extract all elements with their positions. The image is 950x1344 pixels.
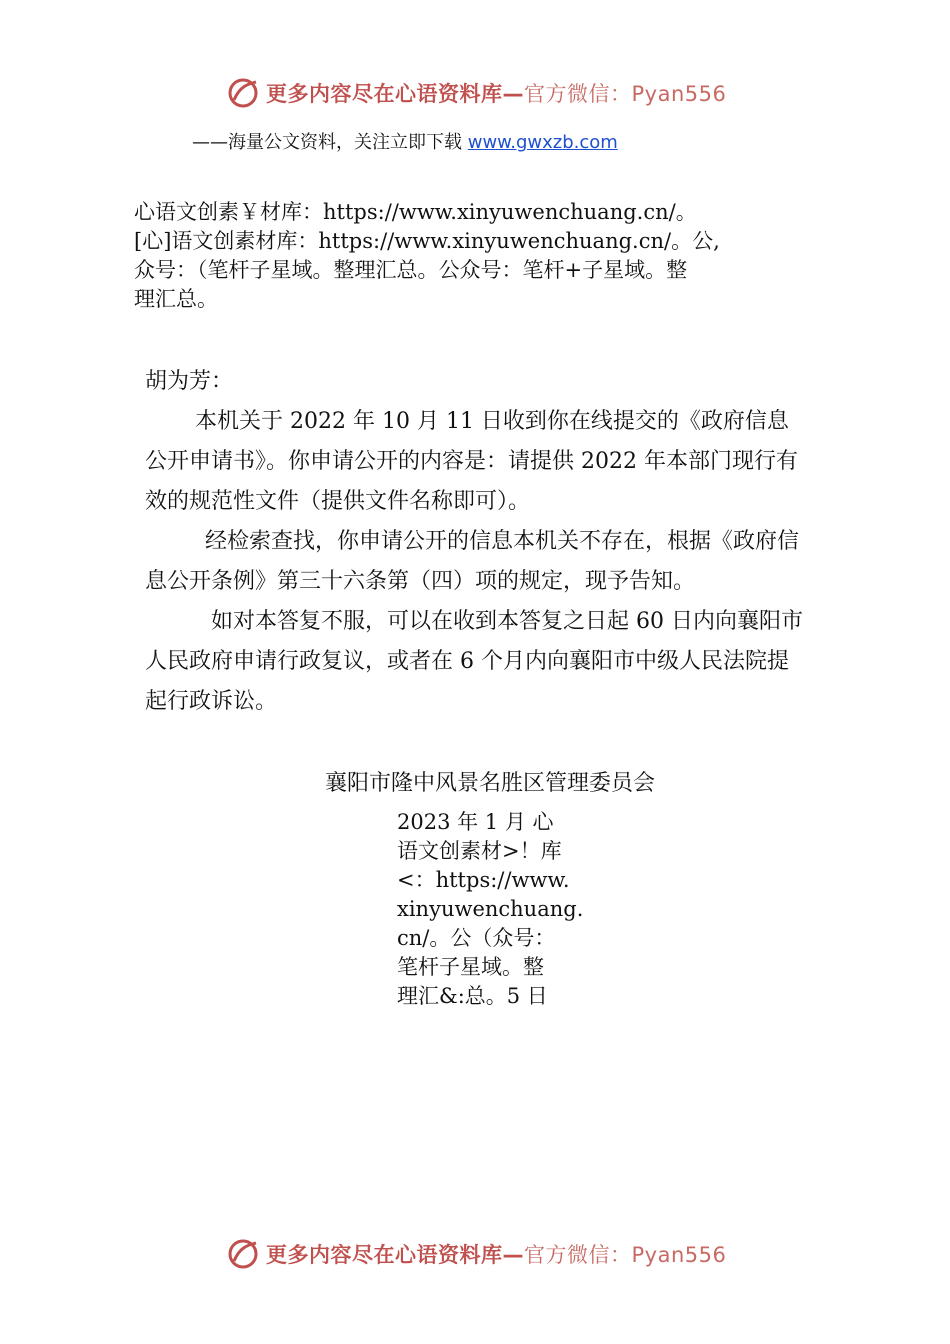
signature-organization: 襄阳市隆中风景名胜区管理委员会 — [325, 771, 656, 796]
date-line: 理汇&:总。5 日 — [397, 984, 548, 1008]
letter-paragraph: 本机关于 2022 年 10 月 11 日收到你在线提交的《政府信息公开申请书》。你申请公开的内容是：请提供 2022 年本部门现行有效的规范性文件（提供文件名称即可）。 — [145, 409, 798, 514]
watermark-line: 众号：（笔杆子星域。整理汇总。公众号：笔杆+子星域。整 — [134, 258, 688, 282]
letter-paragraph: 如对本答复不服，可以在收到本答复之日起 60 日内向襄阳市人民政府申请行政复议，或者在 6 个月内向襄阳市中级人民法院提起行政诉讼。 — [145, 609, 803, 714]
footer-banner-text — [266, 1239, 726, 1269]
watermark-line: 心语文创素￥材库：https://www.xinyuwenchuang.cn/。 — [134, 200, 697, 224]
subheader — [192, 128, 618, 154]
letter-paragraph: 经检索查找，你申请公开的信息本机关不存在，根据《政府信息公开条例》第三十六条第（四）项的规定，现予告知。 — [145, 529, 800, 594]
header-banner-text — [266, 78, 726, 108]
watermark-line: 理汇总。 — [134, 287, 218, 311]
date-line: <：https://www. — [397, 868, 570, 892]
date-line: xinyuwenchuang. — [397, 897, 584, 921]
brand-logo-icon — [226, 76, 260, 110]
header-banner-main: 更多内容尽在心语资料库— — [266, 82, 524, 106]
letter-greeting: 胡为芳： — [145, 369, 234, 394]
brand-logo-icon — [226, 1237, 260, 1271]
footer-banner — [226, 1234, 726, 1274]
site-link[interactable]: www.gwxzb.com — [467, 132, 618, 153]
date-line: 2023 年 1 月 心 — [397, 810, 554, 834]
header-banner-wechat: 官方微信：Pyan556 — [524, 82, 727, 106]
letter-body — [145, 362, 810, 722]
date-line: cn/。公（众号： — [397, 926, 556, 950]
date-line: 语文创素材>！库 — [397, 839, 562, 863]
subheader-text: ——海量公文资料，关注立即下载 — [192, 132, 468, 153]
date-line: 笔杆子星域。整 — [397, 955, 544, 979]
header-banner — [226, 73, 726, 113]
watermark-block — [134, 198, 814, 314]
footer-banner-main: 更多内容尽在心语资料库— — [266, 1243, 524, 1267]
date-block — [397, 808, 583, 1011]
watermark-line: [心]语文创素材库：https://www.xinyuwenchuang.cn/。公, — [134, 229, 720, 253]
footer-banner-wechat: 官方微信：Pyan556 — [524, 1243, 727, 1267]
